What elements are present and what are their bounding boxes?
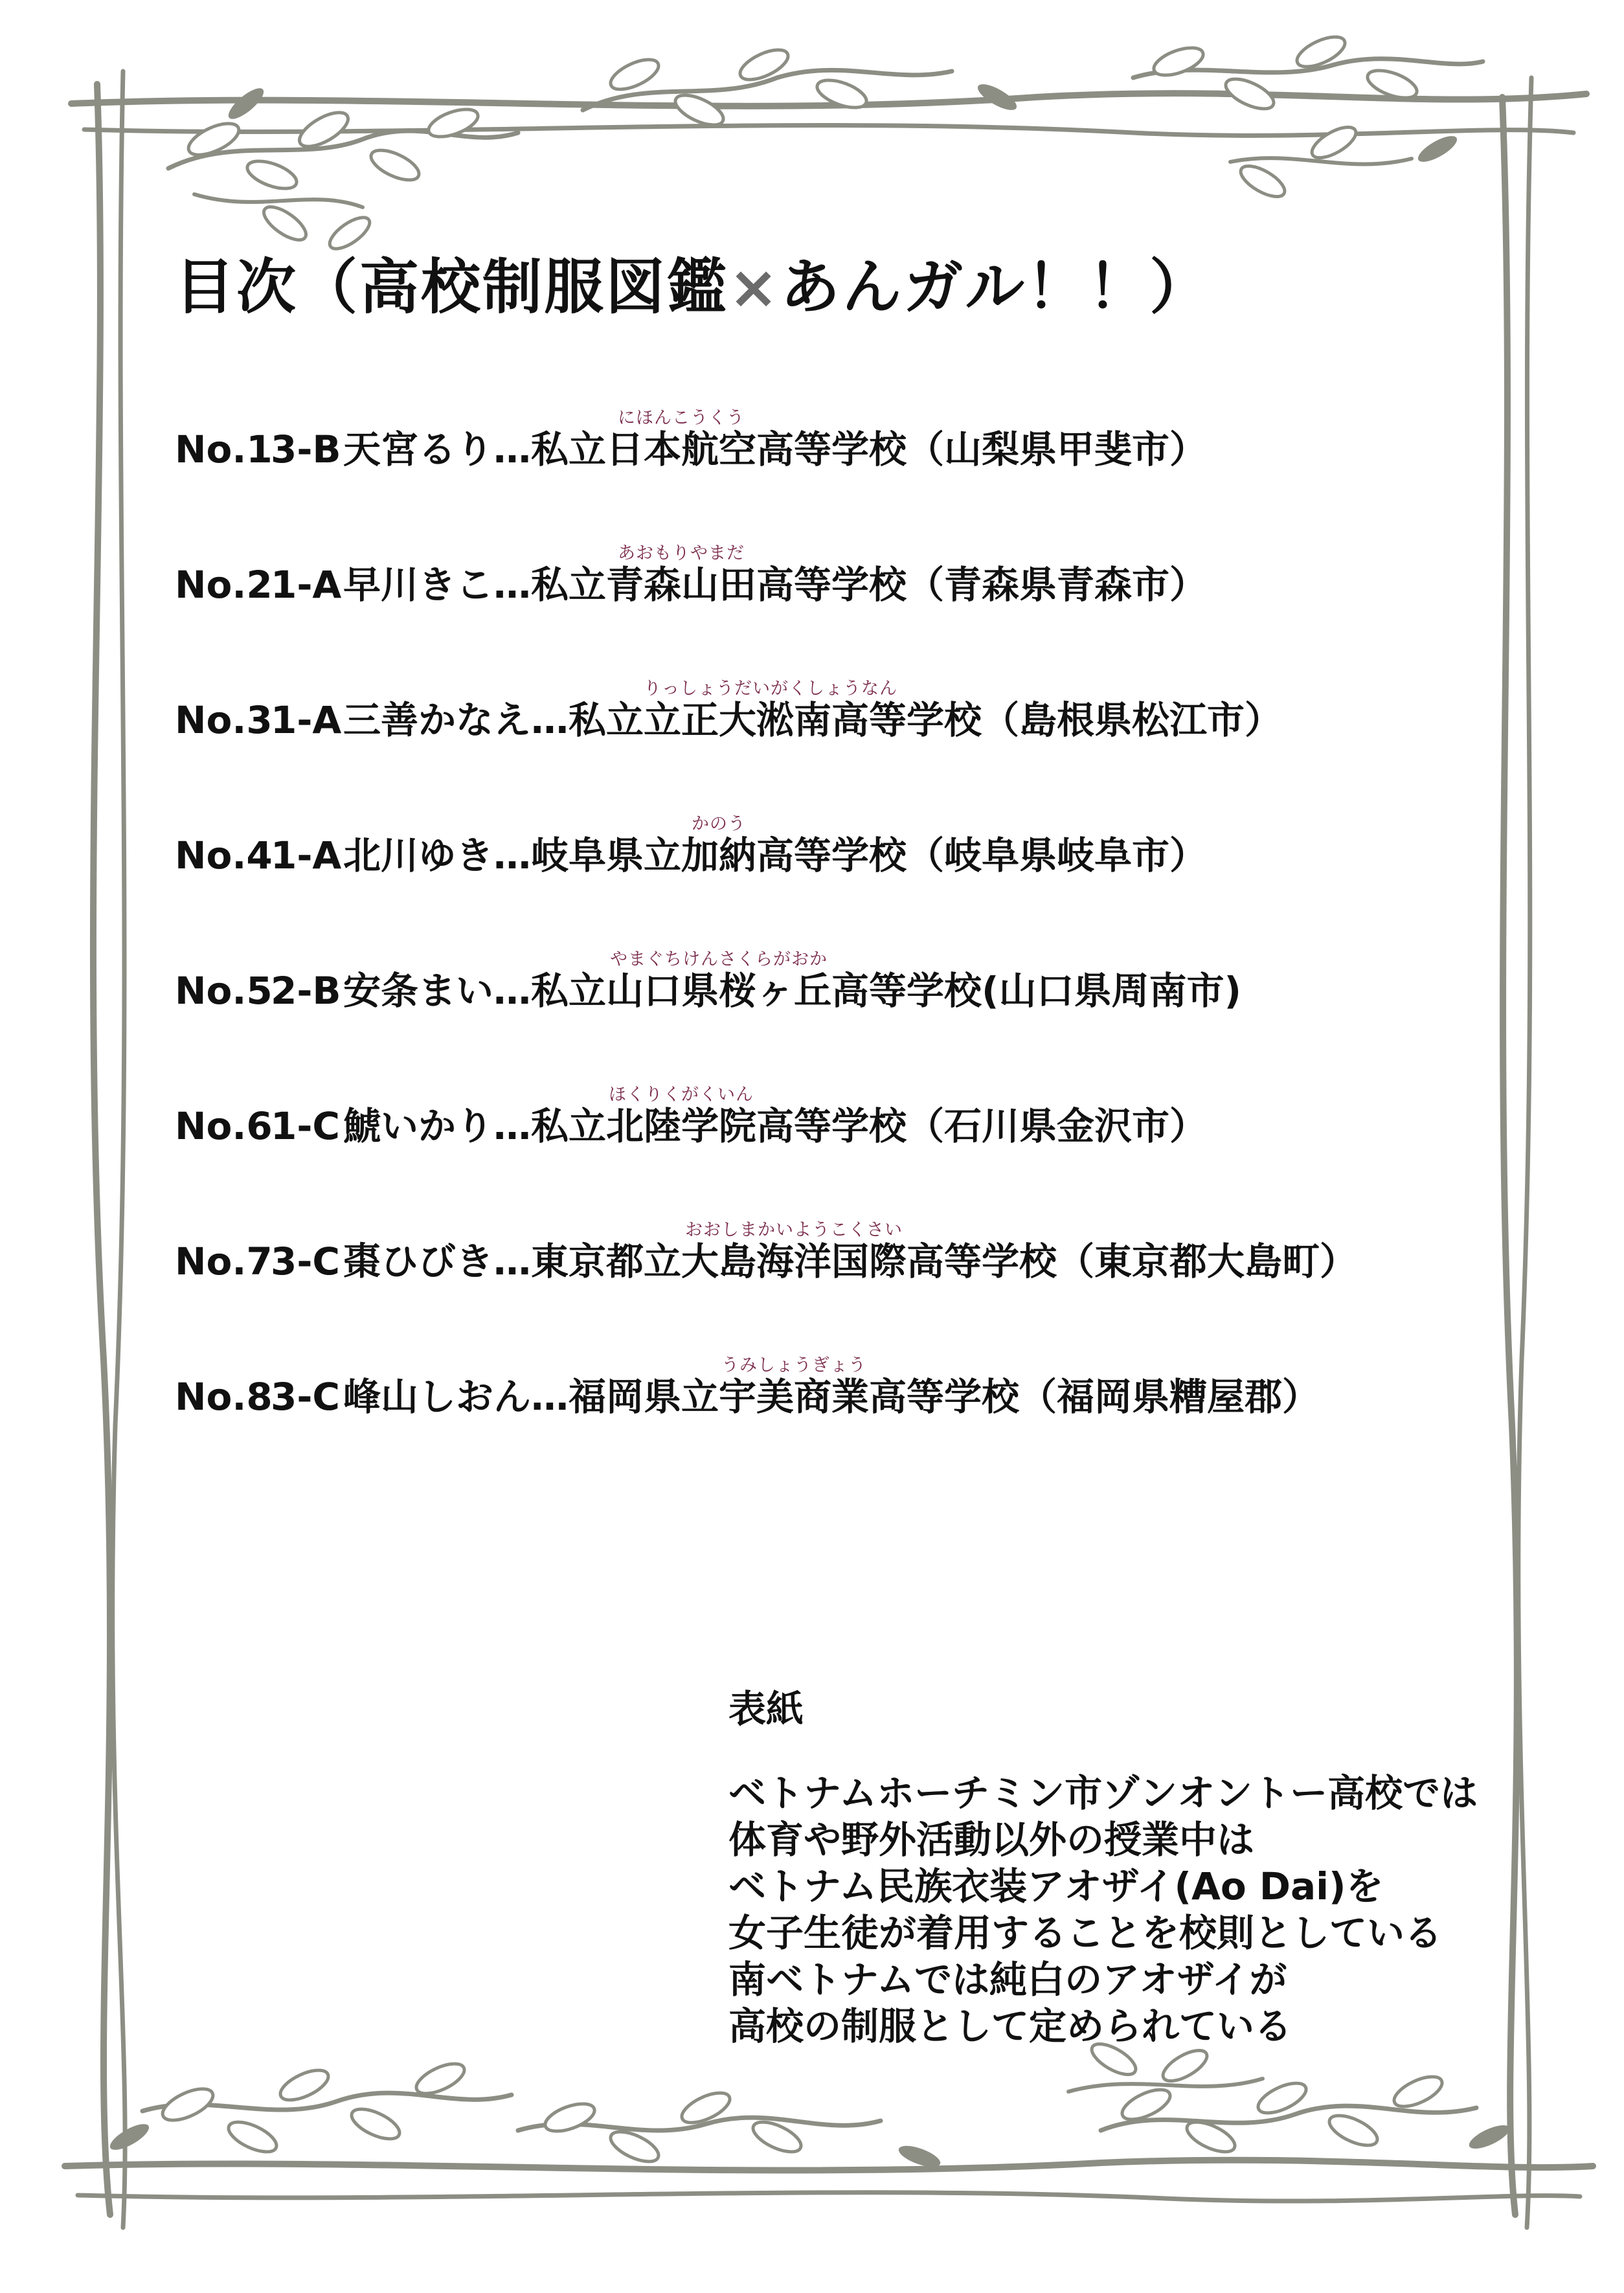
cover-note-line: 体育や野外活動以外の授業中は	[728, 1818, 1255, 1862]
entry-class: 3-C	[271, 1239, 340, 1283]
entry-school-name	[681, 1220, 907, 1283]
entry-class: 3-C	[271, 1375, 340, 1419]
leaf-icon	[1307, 121, 1360, 164]
entry-number: No.6	[175, 1104, 273, 1148]
entry-student-name: 棗ひびき	[343, 1239, 494, 1283]
frame-right-stroke-2	[1518, 78, 1531, 2228]
leaf-icon	[542, 2098, 598, 2136]
entry-school-furigana: うみしょうぎょう	[721, 1355, 867, 1375]
toc-entry-7	[175, 1220, 1358, 1283]
leaf-icon	[244, 155, 300, 194]
entry-number: No.4	[175, 833, 273, 877]
entry-separator: …	[493, 833, 532, 877]
vine-top-left-2	[194, 194, 363, 207]
entry-school-suffix: 高等学校（青森県青森市）	[756, 563, 1208, 607]
entry-school-name	[719, 1355, 870, 1419]
leaf-icon	[367, 144, 423, 186]
title-cross: ×	[728, 253, 781, 322]
entry-school-prefix: 福岡県立	[569, 1375, 719, 1419]
cover-note-line: 女子生徒が着用することを校則としている	[728, 1911, 1443, 1955]
cover-note-line: 南ベトナムでは純白のアオザイが	[728, 1958, 1287, 2002]
entry-school-kanji: 日本航空	[606, 427, 757, 471]
entry-school-name	[606, 949, 832, 1013]
entry-separator: …	[493, 563, 532, 607]
frame-left-stroke-2	[113, 71, 125, 2228]
entry-school-suffix: 高等学校（島根県松江市）	[831, 698, 1283, 742]
toc-entry-6	[175, 1085, 1208, 1148]
entry-school-suffix: 高等学校（山梨県甲斐市）	[756, 427, 1208, 471]
leaf-icon	[736, 44, 793, 86]
entry-separator: …	[531, 1375, 569, 1419]
leaf-icon	[1151, 42, 1207, 80]
entry-separator: …	[531, 698, 569, 742]
toc-entry-4	[175, 814, 1208, 877]
entry-school-kanji: 北陸学院	[606, 1104, 757, 1148]
entry-school-name	[606, 1085, 757, 1148]
leaf-icon	[276, 2064, 333, 2107]
leaf-icon	[1325, 2110, 1382, 2152]
leaf-icon	[1236, 160, 1289, 203]
entry-student-name: 安条まい	[343, 969, 494, 1013]
entry-school-furigana: かのう	[692, 814, 747, 834]
entry-school-name	[606, 408, 757, 471]
entry-class: 3-B	[271, 427, 341, 471]
toc-entry-2	[175, 543, 1208, 607]
entry-school-kanji: 宇美商業	[719, 1375, 870, 1419]
title-tail: あんガル！！）	[780, 253, 1212, 322]
entry-number: No.2	[175, 563, 273, 607]
entry-student-name: 三善かなえ	[343, 698, 532, 742]
entry-school-prefix: 私立	[531, 1104, 607, 1148]
entry-school-furigana: にほんこうくう	[618, 408, 745, 428]
toc-entry-8	[175, 1355, 1320, 1419]
entry-school-suffix: 高等学校（福岡県糟屋郡）	[869, 1375, 1320, 1419]
entry-school-prefix: 私立	[531, 563, 607, 607]
entry-student-name: 天宮るり	[343, 427, 494, 471]
entry-class: 1-A	[271, 833, 342, 877]
entry-school-furigana: やまぐちけんさくらがおか	[610, 949, 828, 969]
title-main: 目次（高校制服図鑑	[175, 253, 729, 322]
toc-entry-3	[175, 679, 1283, 742]
leaf-icon	[607, 54, 663, 96]
cover-note-line: ベトナム民族衣装アオザイ(Ao Dai)を	[728, 1864, 1384, 1908]
entry-student-name: 早川きこ	[343, 563, 494, 607]
leaf-icon	[1158, 2044, 1212, 2087]
entry-school-suffix: 高等学校（石川県金沢市）	[756, 1104, 1208, 1148]
leaf-icon	[1466, 2121, 1513, 2153]
entry-school-kanji: 加納	[681, 833, 757, 877]
entry-class: 1-A	[271, 563, 342, 607]
toc-entry-1	[175, 408, 1208, 471]
entry-separator: …	[493, 1104, 532, 1148]
entry-number: No.5	[175, 969, 273, 1013]
leaf-icon	[1222, 73, 1278, 115]
frame-bottom-stroke-2	[78, 2193, 1580, 2201]
cover-note-line: 高校の制服として定められている	[728, 2004, 1292, 2048]
entry-school-kanji: 青森山田	[606, 563, 757, 607]
entry-separator: …	[493, 1239, 532, 1283]
cover-note-body	[728, 1770, 1478, 2050]
entry-number: No.7	[175, 1239, 273, 1283]
leaf-icon	[412, 2058, 469, 2100]
frame-bottom-stroke-1	[65, 2160, 1593, 2171]
entry-school-furigana: あおもりやまだ	[618, 543, 745, 563]
entry-school-furigana: ほくりくがくいん	[609, 1085, 754, 1105]
entry-school-kanji: 大島海洋国際	[681, 1239, 907, 1283]
entry-school-prefix: 私立	[531, 969, 607, 1013]
leaf-icon	[225, 2116, 281, 2158]
entry-school-furigana: おおしまかいようこくさい	[685, 1220, 903, 1240]
entry-student-name: 北川ゆき	[343, 833, 494, 877]
entry-school-furigana: りっしょうだいがくしょうなん	[644, 679, 898, 699]
entry-student-name: 鯱いかり	[343, 1104, 494, 1148]
entry-school-suffix: 高等学校（岐阜県岐阜市）	[756, 833, 1208, 877]
leaf-icon	[107, 2119, 153, 2155]
entry-class: 1-C	[271, 1104, 340, 1148]
entry-school-prefix: 岐阜県立	[531, 833, 682, 877]
entry-separator: …	[493, 427, 532, 471]
entry-school-prefix: 私立	[569, 698, 644, 742]
entry-school-kanji: 立正大淞南	[644, 698, 832, 742]
entry-school-name	[606, 543, 757, 607]
entry-school-kanji: 山口県桜ヶ丘	[606, 969, 832, 1013]
entry-school-name	[681, 814, 757, 877]
page-title	[175, 240, 1211, 325]
entry-number: No.3	[175, 698, 273, 742]
cover-note-title: 表紙	[728, 1687, 804, 1731]
entry-number: No.1	[175, 427, 273, 471]
leaf-icon	[348, 2103, 404, 2145]
leaf-icon	[1390, 2071, 1447, 2113]
entry-school-name	[644, 679, 898, 742]
entry-school-suffix: 高等学校（東京都大島町）	[907, 1239, 1358, 1283]
entry-student-name: 峰山しおん	[343, 1375, 532, 1419]
entry-class: 1-A	[271, 698, 342, 742]
entry-school-prefix: 私立	[531, 427, 607, 471]
entry-separator: …	[493, 969, 532, 1013]
entry-number: No.8	[175, 1375, 273, 1419]
leaf-icon	[224, 84, 268, 124]
frame-left-stroke-1	[93, 84, 110, 2215]
cover-note-line: ベトナムホーチミン市ゾンオントー高校では	[728, 1771, 1478, 1815]
entry-school-prefix: 東京都立	[531, 1239, 682, 1283]
entry-school-suffix: 高等学校(山口県周南市)	[831, 969, 1242, 1013]
entry-class: 2-B	[271, 969, 341, 1013]
leaf-icon	[158, 2083, 217, 2127]
leaf-icon	[1415, 131, 1461, 167]
toc-entry-5	[175, 949, 1242, 1013]
frame-right-stroke-1	[1502, 97, 1517, 2215]
